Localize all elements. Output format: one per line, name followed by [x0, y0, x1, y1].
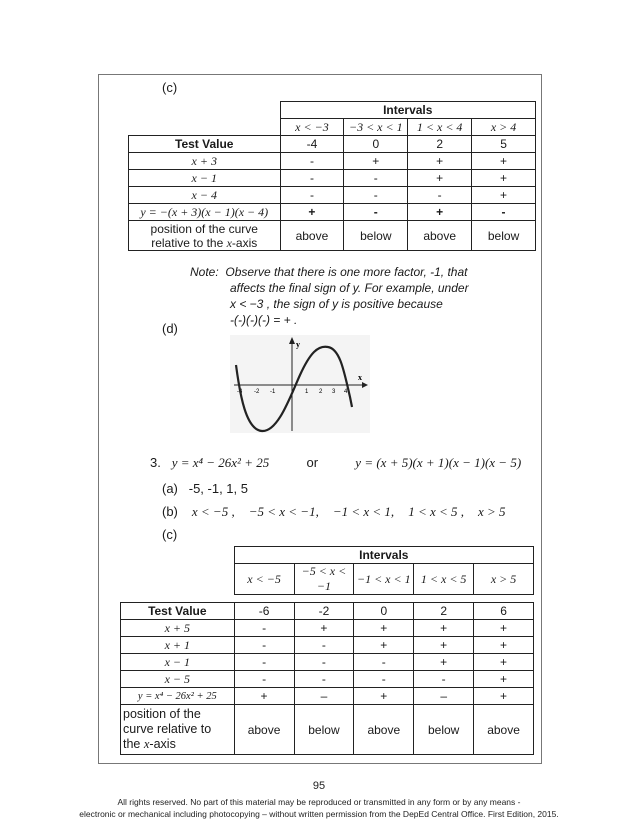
cubic-graph	[230, 335, 370, 433]
row-label: Test Value	[129, 136, 281, 153]
interval-header: 1 < x < 5	[414, 564, 474, 595]
tick-label: -3	[237, 389, 243, 395]
table-cell: +	[408, 204, 472, 221]
interval-header: x > 4	[472, 119, 536, 136]
table-cell: -2	[294, 603, 354, 620]
tick-label: -1	[270, 389, 276, 395]
interval-header: −3 < x < 1	[344, 119, 408, 136]
interval-header: 1 < x < 4	[408, 119, 472, 136]
table-cell: 6	[474, 603, 534, 620]
note-line: x < −3 , the sign of y is positive because	[230, 297, 443, 311]
table-cell: +	[474, 620, 534, 637]
interval-text: x > 5	[478, 504, 506, 519]
part-a	[162, 481, 248, 496]
tick-label: 1	[305, 389, 309, 395]
table-cell: 0	[354, 603, 414, 620]
table-row	[121, 654, 534, 671]
part-c-label-2: (c)	[162, 527, 178, 542]
row-label: x + 1	[121, 637, 235, 654]
table-cell: +	[344, 153, 408, 170]
note-block	[190, 264, 469, 328]
or-text: or	[306, 455, 319, 470]
sign-table-2	[120, 546, 534, 755]
interval-text: 1 < x < 5 ,	[408, 504, 465, 519]
table-row	[129, 170, 536, 187]
table-cell: above	[234, 705, 294, 755]
table-cell: -	[294, 654, 354, 671]
table-cell: -	[234, 654, 294, 671]
part-a-text: -5, -1, 1, 5	[188, 481, 248, 496]
table-cell: -6	[234, 603, 294, 620]
table-cell: 0	[344, 136, 408, 153]
table-cell: -	[344, 170, 408, 187]
copyright-line-2: electronic or mechanical including photocopying – without written permission from the DepEd Central Office. First Edition, 2015.	[79, 809, 559, 819]
table-cell: -	[344, 204, 408, 221]
table-cell: +	[474, 654, 534, 671]
table-row	[121, 688, 534, 705]
table-row	[129, 136, 536, 153]
table-cell: +	[294, 620, 354, 637]
part-b-label: (b)	[162, 504, 178, 519]
table-cell: -	[408, 187, 472, 204]
interval-header: −1 < x < 1	[354, 564, 414, 595]
equation-right: y = (x + 5)(x + 1)(x − 1)(x − 5)	[355, 455, 522, 470]
table-cell: -	[354, 654, 414, 671]
row-label-line: relative to the	[151, 235, 227, 250]
row-label-var: x	[226, 235, 232, 250]
interval-text: −5 < x < −1,	[248, 504, 319, 519]
table-cell: above	[408, 221, 472, 251]
table-cell: above	[354, 705, 414, 755]
table-cell: +	[408, 153, 472, 170]
table-cell: above	[474, 705, 534, 755]
row-label: y = x⁴ − 26x² + 25	[121, 688, 235, 705]
table-cell: +	[234, 688, 294, 705]
table-cell: –	[294, 688, 354, 705]
y-axis-label: y	[296, 340, 300, 349]
table-cell: +	[414, 654, 474, 671]
table-cell: below	[414, 705, 474, 755]
table-cell: -	[294, 671, 354, 688]
table-cell: 5	[472, 136, 536, 153]
equation-left: y = x⁴ − 26x² + 25	[171, 455, 270, 470]
table-cell: -4	[280, 136, 344, 153]
row-label-line: -axis	[149, 737, 176, 751]
table-row	[129, 204, 536, 221]
row-label-line: position of the curve	[150, 221, 258, 236]
table-interval-header-row	[129, 119, 536, 136]
note-line: Observe that there is one more factor, -1, that	[225, 265, 468, 279]
table-cell: -	[280, 153, 344, 170]
table-cell: above	[280, 221, 344, 251]
table-cell: +	[354, 637, 414, 654]
intervals-title: Intervals	[234, 547, 533, 564]
table-cell: +	[472, 187, 536, 204]
table-cell: -	[414, 671, 474, 688]
table-row	[121, 603, 534, 620]
note-line: -(-)(-)(-) = + .	[230, 313, 298, 327]
interval-header: x > 5	[474, 564, 534, 595]
row-label: Test Value	[121, 603, 235, 620]
part-c-label: (c)	[162, 80, 178, 95]
row-label-var: x	[143, 737, 150, 751]
table-cell: +	[280, 204, 344, 221]
row-label-line: the	[123, 737, 144, 751]
row-label: y = −(x + 3)(x − 1)(x − 4)	[129, 204, 281, 221]
table-cell: 2	[414, 603, 474, 620]
row-label-line: -axis	[231, 235, 258, 250]
part-d-label: (d)	[162, 321, 178, 336]
table-cell: below	[472, 221, 536, 251]
tick-label: 2	[319, 389, 323, 395]
row-label: x − 5	[121, 671, 235, 688]
table-cell: -	[234, 637, 294, 654]
row-label: x − 1	[129, 170, 281, 187]
sign-table-1	[128, 101, 536, 251]
table-row	[129, 221, 536, 251]
interval-header: x < −3	[280, 119, 344, 136]
table-cell: below	[344, 221, 408, 251]
table-cell: -	[280, 170, 344, 187]
row-label: x + 3	[129, 153, 281, 170]
table-cell: +	[414, 637, 474, 654]
table-row	[121, 705, 534, 755]
note-line: affects the final sign of y. For example, under	[230, 281, 469, 295]
row-label: x + 5	[121, 620, 235, 637]
table-cell: below	[294, 705, 354, 755]
table-interval-header-row	[121, 564, 534, 595]
table-cell: –	[414, 688, 474, 705]
x-axis-label: x	[358, 373, 362, 382]
tick-label: -2	[254, 389, 260, 395]
table-cell: -	[234, 671, 294, 688]
table-cell: -	[344, 187, 408, 204]
row-label: x − 1	[121, 654, 235, 671]
row-label: x − 4	[129, 187, 281, 204]
table-cell: +	[472, 170, 536, 187]
table-cell: +	[474, 671, 534, 688]
row-label-line: curve relative to	[123, 722, 212, 736]
table-cell: +	[354, 620, 414, 637]
table-cell: 2	[408, 136, 472, 153]
row-label-line: position of the	[123, 707, 201, 721]
interval-text: x < −5 ,	[191, 504, 235, 519]
interval-header: x < −5	[234, 564, 294, 595]
note-lead: Note:	[190, 265, 219, 279]
interval-text: −1 < x < 1,	[332, 504, 395, 519]
table-cell: -	[472, 204, 536, 221]
table-cell: +	[474, 688, 534, 705]
problem-3	[150, 455, 521, 471]
table-header-title-row	[129, 102, 536, 119]
intervals-title: Intervals	[280, 102, 536, 119]
table-cell: +	[472, 153, 536, 170]
table-row	[121, 637, 534, 654]
table-row	[121, 620, 534, 637]
row-label	[129, 221, 281, 251]
copyright-line-1: All rights reserved. No part of this material may be reproduced or transmitted in any form or by any means -	[117, 797, 521, 807]
table-row	[129, 153, 536, 170]
table-cell: +	[414, 620, 474, 637]
graph-background	[230, 335, 370, 433]
table-cell: -	[354, 671, 414, 688]
table-row	[121, 671, 534, 688]
table-cell: +	[354, 688, 414, 705]
table-cell: +	[408, 170, 472, 187]
tick-label: 3	[332, 389, 336, 395]
table-row	[129, 187, 536, 204]
part-b	[162, 504, 532, 520]
problem-number: 3.	[150, 455, 161, 470]
tick-label: 4	[344, 389, 348, 395]
table-cell: -	[280, 187, 344, 204]
part-a-label: (a)	[162, 481, 178, 496]
table-cell: +	[474, 637, 534, 654]
page-number: 95	[312, 780, 326, 792]
interval-header: −5 < x < −1	[294, 564, 354, 595]
row-label	[121, 705, 235, 755]
table-cell: -	[234, 620, 294, 637]
table-cell: -	[294, 637, 354, 654]
table-header-title-row	[121, 547, 534, 564]
